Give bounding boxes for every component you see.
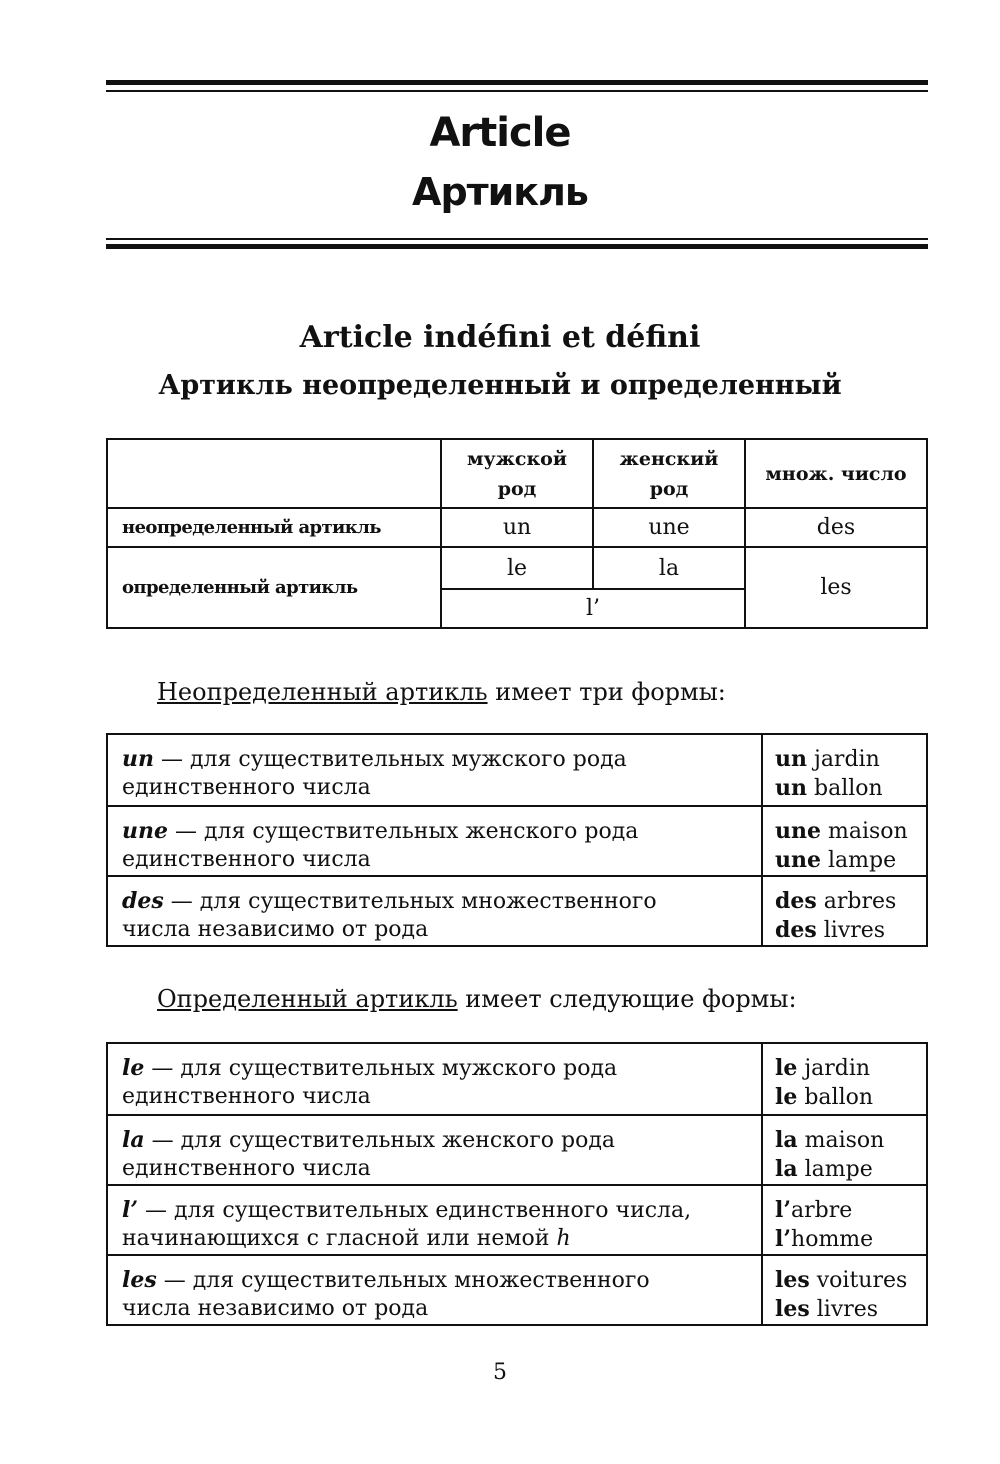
table-row: [107, 806, 927, 876]
form-examples: [762, 734, 927, 806]
form-description: [107, 734, 762, 806]
form-description-h: h: [556, 1226, 571, 1251]
form-examples: [762, 1185, 927, 1255]
indefinite-intro-underlined: Неопределенный артикль: [157, 678, 488, 706]
example-word: lampe: [797, 1157, 873, 1182]
indefinite-forms-table: [106, 733, 928, 947]
bottom-rule-thick: [106, 244, 928, 249]
header-masculine: [441, 439, 593, 508]
top-rule-thick: [106, 80, 928, 85]
form-description-text: — для существительных единственного числа,: [138, 1198, 692, 1223]
example-article: des: [775, 888, 817, 914]
example-word: ballon: [797, 1085, 874, 1110]
example-article: une: [775, 847, 821, 873]
cell-definite-plural: les: [745, 547, 927, 628]
example-word: arbres: [816, 889, 897, 914]
form-description-line2: числа независимо от рода: [122, 1296, 429, 1321]
form-description-text: — для существительных женского рода: [144, 1128, 615, 1153]
example-word: homme: [791, 1227, 874, 1252]
form-examples: [762, 1043, 927, 1115]
form-article: la: [122, 1127, 145, 1153]
cell-indefinite-masc: un: [441, 508, 593, 547]
form-examples: [762, 1115, 927, 1185]
example-article: l’: [775, 1197, 792, 1223]
form-article: une: [122, 818, 168, 844]
header-plural: [745, 439, 927, 508]
example-article: le: [775, 1055, 798, 1081]
example-article: un: [775, 775, 807, 801]
form-description: [107, 876, 762, 946]
example-article: le: [775, 1084, 798, 1110]
form-article: des: [122, 888, 164, 914]
example-word: lampe: [821, 848, 897, 873]
example-article: les: [775, 1296, 810, 1322]
definite-intro-underlined: Определенный артикль: [157, 985, 458, 1013]
table-row: [107, 734, 927, 806]
row-label-indefinite: неопределенный артикль: [107, 508, 441, 547]
cell-definite-fem: la: [593, 547, 745, 589]
table-row: [107, 1255, 927, 1325]
form-examples: [762, 1255, 927, 1325]
top-rule-thin: [106, 90, 928, 92]
form-description-text: — для существительных женского рода: [168, 819, 639, 844]
example-article: des: [775, 917, 817, 943]
form-description: [107, 1043, 762, 1115]
example-word: maison: [797, 1128, 885, 1153]
form-description-line2: единственного числа: [122, 847, 371, 872]
form-article: l’: [122, 1197, 139, 1223]
table-row: [107, 1043, 927, 1115]
example-word: jardin: [807, 747, 880, 772]
form-description-line2: единственного числа: [122, 775, 371, 800]
form-description-text: — для существительных мужского рода: [144, 1056, 618, 1081]
header-masculine-line2: род: [497, 477, 537, 500]
header-feminine: [593, 439, 745, 508]
table-row: [107, 1115, 927, 1185]
example-article: la: [775, 1127, 798, 1153]
form-description: [107, 1255, 762, 1325]
header-plural-line1: множ. число: [765, 462, 907, 485]
example-article: un: [775, 746, 807, 772]
form-examples: [762, 806, 927, 876]
form-article: un: [122, 746, 154, 772]
article-summary-table: [106, 438, 928, 629]
definite-intro: [157, 985, 797, 1013]
page-number: 5: [493, 1360, 507, 1385]
form-description-text: — для существительных множественного: [163, 889, 657, 914]
form-description: [107, 1115, 762, 1185]
form-article: le: [122, 1055, 145, 1081]
title-ru: Артикль: [412, 170, 588, 214]
form-description: [107, 1185, 762, 1255]
form-description-line2: начинающихся с гласной или немой: [122, 1226, 557, 1251]
row-label-definite: определенный артикль: [107, 547, 441, 628]
form-description-line2: единственного числа: [122, 1084, 371, 1109]
definite-forms-table: [106, 1042, 928, 1326]
form-article: les: [122, 1267, 157, 1293]
section-title-ru: Артикль неопределенный и определенный: [158, 370, 842, 401]
indefinite-intro: [157, 678, 726, 706]
cell-indefinite-plural: des: [745, 508, 927, 547]
bottom-rule-thin: [106, 238, 928, 240]
example-article: l’: [775, 1226, 792, 1252]
header-feminine-line1: женский: [619, 447, 719, 470]
title-fr: Article: [429, 110, 571, 156]
table-row: [107, 1185, 927, 1255]
example-word: livres: [816, 918, 886, 943]
table-corner-cell: [107, 439, 441, 508]
indefinite-intro-rest: имеет три формы:: [487, 678, 726, 706]
section-title-fr: Article indéfini et défini: [299, 320, 701, 355]
table-row: [107, 876, 927, 946]
example-article: les: [775, 1267, 810, 1293]
example-article: une: [775, 818, 821, 844]
header-feminine-line2: род: [649, 477, 689, 500]
example-word: ballon: [807, 776, 883, 801]
cell-indefinite-fem: une: [593, 508, 745, 547]
form-description-text: — для существительных мужского рода: [154, 747, 627, 772]
example-article: la: [775, 1156, 798, 1182]
cell-definite-elided: l’: [441, 589, 745, 628]
definite-intro-rest: имеет следующие формы:: [457, 985, 797, 1013]
cell-definite-masc: le: [441, 547, 593, 589]
form-description-line2: числа независимо от рода: [122, 917, 429, 942]
example-word: arbre: [791, 1198, 853, 1223]
form-examples: [762, 876, 927, 946]
example-word: maison: [821, 819, 908, 844]
form-description: [107, 806, 762, 876]
example-word: voitures: [809, 1268, 908, 1293]
form-description-text: — для существительных множественного: [156, 1268, 650, 1293]
example-word: jardin: [797, 1056, 871, 1081]
header-masculine-line1: мужской: [467, 447, 567, 470]
form-description-line2: единственного числа: [122, 1156, 371, 1181]
example-word: livres: [809, 1297, 879, 1322]
